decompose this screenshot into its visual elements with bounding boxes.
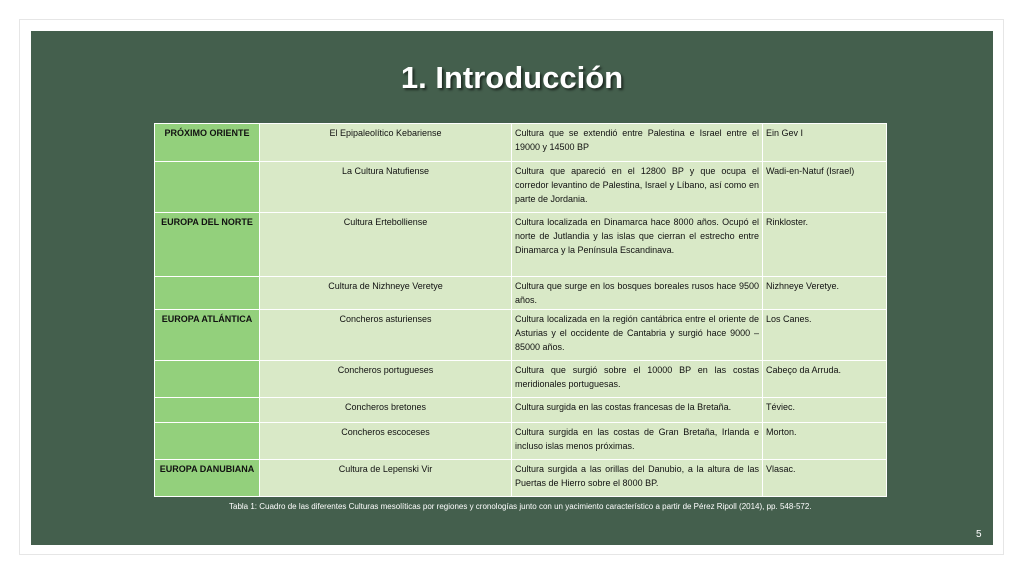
region-cell [155, 361, 260, 398]
culture-cell: Cultura de Nizhneye Veretye [260, 277, 512, 310]
table-row [155, 460, 887, 497]
table-row [155, 277, 887, 310]
description-cell: Cultura surgida en las costas de Gran Bretaña, Irlanda e incluso islas menos próximas. [512, 423, 763, 460]
site-cell: Wadi-en-Natuf (Israel) [763, 162, 887, 213]
culture-cell: La Cultura Natufiense [260, 162, 512, 213]
site-cell: Los Canes. [763, 310, 887, 361]
description-cell: Cultura localizada en Dinamarca hace 8000 años. Ocupó el norte de Jutlandia y las islas que cierran el estrecho entre Dinamarca y la Península Escandinava. [512, 213, 763, 277]
culture-cell: El Epipaleolítico Kebariense [260, 124, 512, 162]
description-cell: Cultura que surge en los bosques boreales rusos hace 9500 años. [512, 277, 763, 310]
site-cell: Morton. [763, 423, 887, 460]
region-cell [155, 423, 260, 460]
culture-cell: Concheros escoceses [260, 423, 512, 460]
description-cell: Cultura que surgió sobre el 10000 BP en las costas meridionales portuguesas. [512, 361, 763, 398]
region-cell [155, 162, 260, 213]
description-cell: Cultura que se extendió entre Palestina e Israel entre el 19000 y 14500 BP [512, 124, 763, 162]
region-cell [155, 398, 260, 423]
culture-cell: Concheros bretones [260, 398, 512, 423]
site-cell: Rinkloster. [763, 213, 887, 277]
table-caption: Tabla 1: Cuadro de las diferentes Culturas mesolíticas por regiones y cronologías junto con un yacimiento característico a partir de Pérez Ripoll (2014), pp. 548-572. [229, 502, 812, 511]
region-cell [155, 277, 260, 310]
culture-cell: Concheros portugueses [260, 361, 512, 398]
slide-title: 1. Introducción [400, 60, 624, 95]
culture-cell: Cultura Ertebolliense [260, 213, 512, 277]
table-row [155, 398, 887, 423]
site-cell: Nizhneye Veretye. [763, 277, 887, 310]
region-cell: EUROPA ATLÁNTICA [155, 310, 260, 361]
culture-cell: Concheros asturienses [260, 310, 512, 361]
table-row [155, 361, 887, 398]
site-cell: Vlasac. [763, 460, 887, 497]
cultures-table [154, 123, 887, 497]
table-row [155, 162, 887, 213]
page-number: 5 [976, 529, 982, 540]
region-cell: EUROPA DEL NORTE [155, 213, 260, 277]
culture-cell: Cultura de Lepenski Vir [260, 460, 512, 497]
site-cell: Cabeço da Arruda. [763, 361, 887, 398]
description-cell: Cultura localizada en la región cantábrica entre el oriente de Asturias y el occidente de Cantabria y surgió hace 9000 – 85000 años. [512, 310, 763, 361]
site-cell: Ein Gev I [763, 124, 887, 162]
region-cell: EUROPA DANUBIANA [155, 460, 260, 497]
description-cell: Cultura surgida en las costas francesas de la Bretaña. [512, 398, 763, 423]
table-row [155, 213, 887, 277]
table-row [155, 423, 887, 460]
description-cell: Cultura surgida a las orillas del Danubio, a la altura de las Puertas de Hierro sobre el 8000 BP. [512, 460, 763, 497]
table-row [155, 310, 887, 361]
site-cell: Téviec. [763, 398, 887, 423]
region-cell: PRÓXIMO ORIENTE [155, 124, 260, 162]
description-cell: Cultura que apareció en el 12800 BP y que ocupa el corredor levantino de Palestina, Israel y Líbano, así como en parte de Jordania. [512, 162, 763, 213]
table-row [155, 124, 887, 162]
